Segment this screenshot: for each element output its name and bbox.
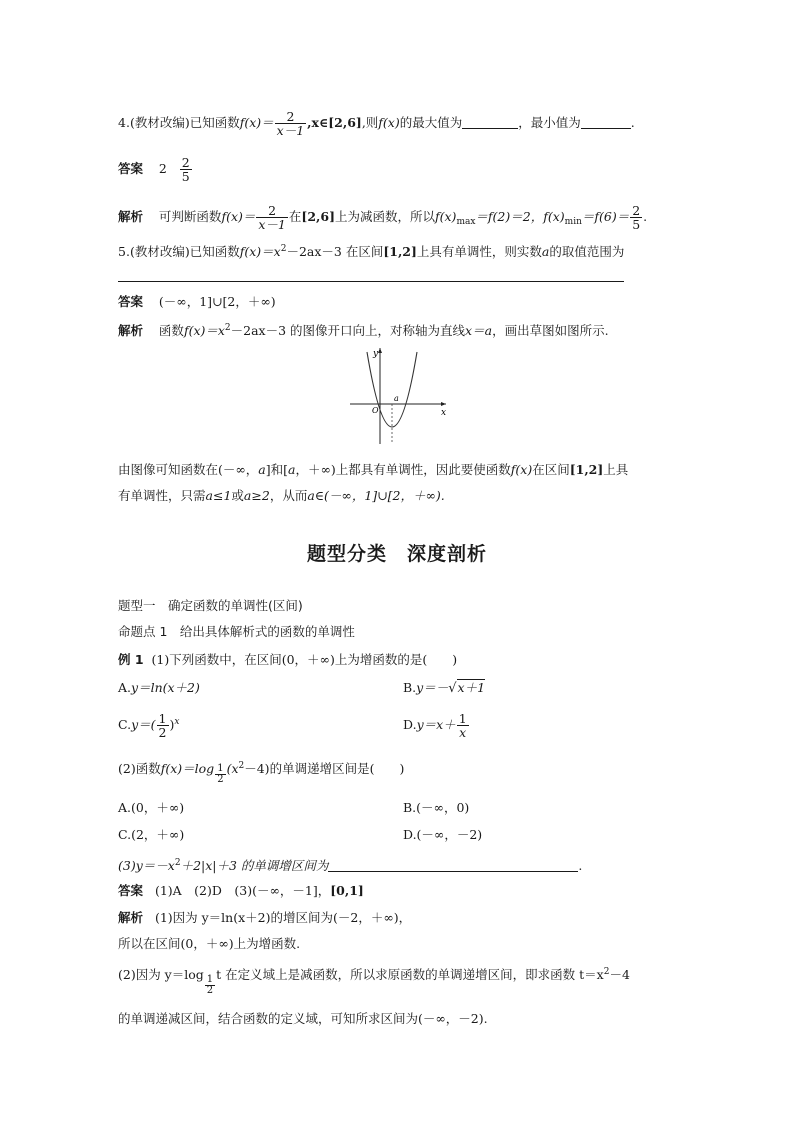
solution-5-line-3 [118,488,445,504]
sol2-log-base: $\frac{1}{2}$ [206,974,214,996]
example-1-q3 [118,855,582,874]
s4-text-3: 上为减函数，所以 [334,209,435,224]
q4-end: . [630,115,635,130]
origin-label: O [372,406,379,415]
s4-fraction: $\frac{2}{x-1}$ [258,203,286,232]
question-5 [118,241,624,260]
q4-fraction: $\frac{2}{x-1}$ [276,109,305,138]
q3-end: . [578,858,583,873]
solution-1-text: (1)因为 y＝ln(x＋2)的增区间为(－2，＋∞)， [154,910,412,925]
s4-function: f(x)＝ [221,209,256,224]
answer-4-min-fraction: $\frac{2}{5}$ [181,155,190,184]
option-d [403,712,470,739]
parabola-curve [367,352,417,427]
example-1-solution-2 [118,964,630,996]
s4-interval: [2,6] [301,209,335,224]
q5-answer-blank [118,281,624,282]
s5-text-1: 函数 [158,323,184,338]
q5-interval: [1,2] [383,244,417,259]
s5b-fx: f(x) [510,462,533,477]
q4-function: f(x)＝ [239,115,274,130]
s5-text-3: ，画出草图如图所示. [492,323,609,338]
option-a [118,680,200,696]
q2-option-b: B.(－∞，0) [403,800,470,815]
y-label: y [373,349,379,359]
q4-function-2: f(x) [378,115,400,130]
option-a-label: A. [118,680,132,695]
option-c-text: y＝( [131,717,156,732]
s4-fraction-2: $\frac{2}{5}$ [632,203,641,232]
q5-text-1: 已知函数 [189,244,240,259]
s4-min-sub: min [564,217,582,227]
type1-subheading: 命题点 1 给出具体解析式的函数的单调性 [118,624,355,639]
s5c-text-1: 有单调性，只需 [118,488,206,503]
q5-number: 5. [118,244,130,259]
option-b-text: y＝－ [416,680,449,695]
example-1-solution-1 [118,910,411,926]
q3-text-1: (3)y＝－x [118,858,175,873]
option-a-text: y＝ln(x＋2) [131,680,200,695]
s5-function: f(x)＝x [183,323,225,338]
s5-text-2: －2ax－3 的图像开口向上，对称轴为直线 [230,323,466,338]
s4-fmax: f(x) [435,209,457,224]
q2-sup: 2 [238,761,245,771]
q4-source: (教材改编) [129,115,190,130]
option-d-label: D. [403,717,417,732]
example-1-solution-2b: 的单调递减区间，结合函数的定义域，可知所求区间为(－∞，－2). [118,1011,488,1026]
solution-2-text-1: (2)因为 y＝log [118,967,204,982]
q4-min-blank [581,116,631,129]
solution-label: 解析 [118,910,144,925]
answer-4 [118,156,193,183]
q4-number: 4. [118,115,130,130]
s5b-text-4: 在区间 [532,462,570,477]
q5-sup: 2 [280,244,287,254]
solution-label: 解析 [118,209,144,224]
s5c-cond-2: a≥2 [243,488,270,503]
s4-end: . [643,209,648,224]
q1-text: (1)下列函数中，在区间(0，＋∞)上为增函数的是( ) [151,652,458,667]
type1-heading: 题型一 确定函数的单调性(区间) [118,598,303,613]
q4-text: 已知函数 [189,115,240,130]
example-1-q1 [118,652,457,668]
answer-5 [118,294,276,310]
option-d-text: y＝x＋ [416,717,456,732]
s5b-text-5: 上具 [603,462,629,477]
option-d-fraction: $\frac{1}{x}$ [458,711,467,740]
option-c-sup: x [174,717,180,727]
solution-2-text-2: t 在定义域上是减函数，所以求原函数的单调递增区间，即求函数 t＝x [216,967,604,982]
example-1-answer-text: (1)A (2)D (3)(－∞，－1]， [154,883,331,898]
q4-domain: ,x∈[2,6] [307,115,362,130]
answer-label: 答案 [118,883,144,898]
q2-option-a: A.(0，＋∞) [118,800,185,815]
example-1-q2 [118,758,404,785]
q4-text-3: 的最大值为 [399,115,463,130]
example-label: 例 1 [118,652,144,667]
solution-2-sup: 2 [603,967,610,977]
s5c-text-2: 或 [231,488,244,503]
q4-text-4: ，最小值为 [518,115,581,130]
q2-log-base: $\frac{1}{2}$ [217,763,224,785]
parabola-sketch [346,342,450,446]
s5-axis: x＝a [465,323,493,338]
section-title: 题型分类 深度剖析 [306,543,487,565]
option-b-label: B. [403,680,417,695]
solution-2-end: －4 [609,967,630,982]
s4-fmin: f(x) [543,209,565,224]
q5-source: (教材改编) [129,244,190,259]
s5b-text-1: 由图像可知函数在(－∞， [118,462,259,477]
example-1-answer [118,883,364,899]
option-c-paren: ) [169,717,175,732]
q5-text-3: 上具有单调性，则实数 [416,244,542,259]
solution-5-line-2 [118,462,628,478]
option-c [118,712,179,739]
q5-function: f(x)＝x [239,244,281,259]
q3-blank [328,859,578,872]
q3-text-2: ＋2|x|＋3 的单调增区间为 [180,858,329,873]
q5-text-4: 的取值范围为 [549,244,625,259]
y-axis-arrow [378,348,382,353]
s5c-text-3: ，从而 [269,488,308,503]
a-label: a [394,394,399,403]
answer-label: 答案 [118,294,144,309]
solution-4 [118,204,647,231]
s5c-result: a∈(－∞，1]∪[2，＋∞). [307,488,445,503]
q5-var-a: a [541,244,550,259]
answer-label: 答案 [118,161,144,176]
q4-max-blank [462,116,518,129]
q2-option-d: D.(－∞，－2) [403,827,483,842]
s4-text-5: ＝f(6)＝ [581,209,630,224]
option-c-label: C. [118,717,132,732]
s5c-cond-1: a≤1 [205,488,232,503]
s4-max-sub: max [456,217,476,227]
q2-text-2: －4)的单调递增区间是( ) [244,761,405,776]
x-label: x [441,408,447,418]
s5b-text-2: ]和[ [265,462,289,477]
s4-text-2: 在 [288,209,302,224]
s5b-a: a [258,462,266,477]
q4-text-2: ,则 [361,115,379,130]
answer-5-value: (－∞，1]∪[2，＋∞) [158,294,276,309]
s4-text-4: ＝f(2)＝2， [475,209,544,224]
x-axis-arrow [441,402,446,406]
q2-option-c: C.(2，＋∞) [118,827,185,842]
q2-arg: (x [226,761,239,776]
q3-sup: 2 [174,858,181,868]
solution-label: 解析 [118,323,144,338]
s5b-interval: [1,2] [569,462,604,477]
q2-text-1: (2)函数 [118,761,161,776]
s5b-a2: a [288,462,296,477]
q5-text-2: －2ax－3 在区间 [286,244,384,259]
solution-5 [118,320,609,339]
question-4 [118,110,635,137]
q2-function: f(x)＝log [160,761,215,776]
s5-sup: 2 [224,323,231,333]
example-1-answer-bold: [0,1] [330,883,364,898]
s5b-text-3: ，＋∞)上都具有单调性，因此要使函数 [295,462,511,477]
answer-4-max: 2 [158,161,167,176]
option-b [403,680,485,697]
option-b-radicand: x＋1 [457,680,486,695]
example-1-solution-1b: 所以在区间(0，＋∞)上为增函数. [118,936,301,951]
s4-text-1: 可判断函数 [158,209,222,224]
option-c-fraction: $\frac{1}{2}$ [158,711,167,740]
sqrt-sign: √ [448,681,457,696]
